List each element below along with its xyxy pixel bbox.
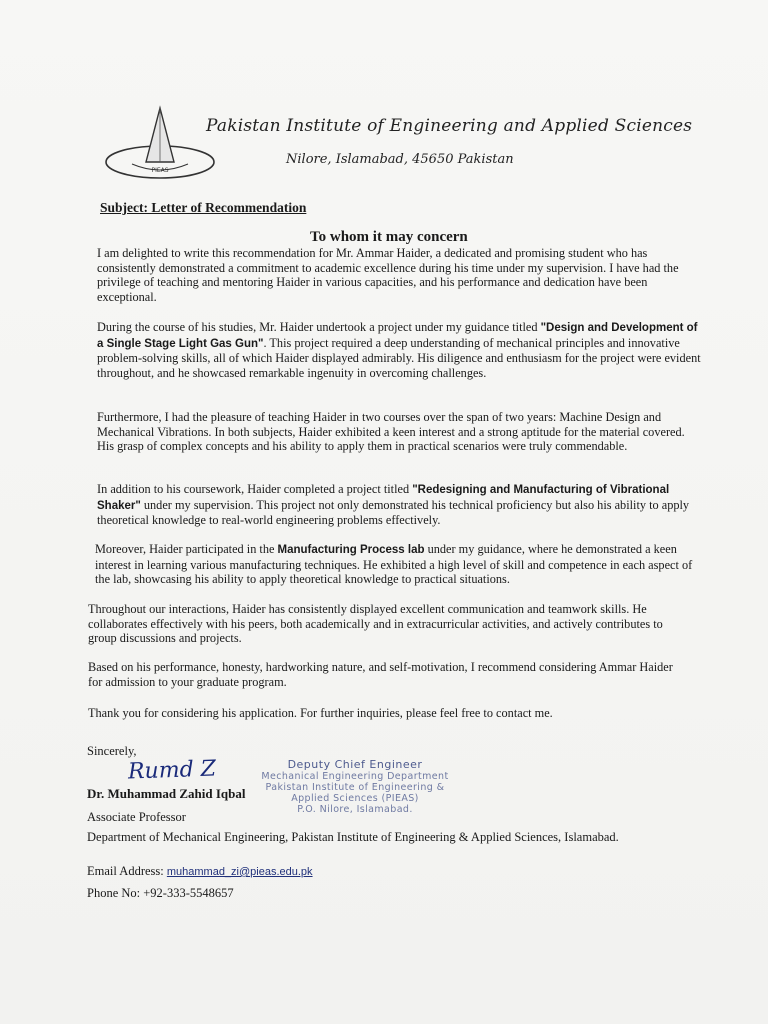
signatory-title: Associate Professor bbox=[87, 810, 186, 824]
project-title-light-gas-gun: "Design and Development of a Single Stage Light Gas Gun" bbox=[97, 322, 698, 350]
letterhead bbox=[100, 100, 693, 190]
stamp-line-4: Applied Sciences (PIEAS) bbox=[291, 793, 419, 804]
body-paragraph-5: Moreover, Haider participated in the Manufacturing Process lab under my guidance, where he demonstrated a keen interest in learning various manufacturing techniques. He exhibited a high level of skill and competence in each aspect of the lab, showcasing his ability to apply theoretical knowledge to practical situations. bbox=[95, 542, 693, 586]
institute-address: Nilore, Islamabad, 45650 Pakistan bbox=[286, 152, 514, 167]
lab-name: Manufacturing Process lab bbox=[277, 544, 425, 556]
phone-row bbox=[87, 886, 234, 901]
body-paragraph-1: I am delighted to write this recommendation for Mr. Ammar Haider, a dedicated and promising student who has consistently demonstrated a commitment to academic excellence during his time under my supervision. I have had the privilege of teaching and mentoring Haider in various capacities, and his performance and dedication have been exceptional. bbox=[97, 246, 679, 304]
stamp-line-5: P.O. Nilore, Islamabad. bbox=[297, 804, 413, 815]
signatory-name: Dr. Muhammad Zahid Iqbal bbox=[87, 786, 246, 801]
letter-subject: Subject: Letter of Recommendation bbox=[100, 200, 307, 215]
signatory-department: Department of Mechanical Engineering, Pakistan Institute of Engineering & Applied Sciences, Islamabad. bbox=[87, 830, 619, 844]
body-paragraph-2: During the course of his studies, Mr. Haider undertook a project under my guidance titled "Design and Development of a Single Stage Light Gas Gun". This project required a deep understanding of mechanical principles and innovative problem-solving skills, all of which Haider displayed admirably. His diligence and enthusiasm for the project were evident throughout, and he showcased remarkable ingenuity in overcoming challenges. bbox=[97, 320, 701, 380]
stamp-line-2: Mechanical Engineering Department bbox=[261, 771, 449, 782]
handwritten-signature: Rumd Z bbox=[127, 756, 217, 785]
body-paragraph-4: In addition to his coursework, Haider completed a project titled "Redesigning and Manufacturing of Vibrational Shaker" under my supervision. This project not only demonstrated his technical proficiency but also his ability to apply theoretical knowledge to real-world engineering problems effectively. bbox=[97, 482, 690, 527]
pieas-logo bbox=[100, 100, 220, 185]
body-paragraph-8: Thank you for considering his application. For further inquiries, please feel free to contact me. bbox=[88, 706, 553, 720]
stamp-line-3: Pakistan Institute of Engineering & bbox=[265, 782, 445, 793]
project-title-vibrational-shaker: "Redesigning and Manufacturing of Vibrational Shaker" bbox=[97, 484, 670, 512]
logo-text: PIEAS bbox=[151, 167, 169, 174]
body-paragraph-6: Throughout our interactions, Haider has consistently displayed excellent communication and teamwork skills. He collaborates effectively with his peers, both academically and in extracurricular activities, and actively contributes to group discussions and projects. bbox=[88, 602, 663, 645]
institute-name: Pakistan Institute of Engineering and Applied Sciences bbox=[206, 116, 693, 136]
email-label: Email Address: bbox=[87, 864, 164, 878]
phone-number: +92-333-5548657 bbox=[143, 886, 234, 900]
body-paragraph-3: Furthermore, I had the pleasure of teaching Haider in two courses over the span of two years: Machine Design and Mechanical Vibrations. In both subjects, Haider exhibited a keen interest and a strong aptitude for the material covered. His grasp of complex concepts and his ability to apply them in practical scenarios were truly commendable. bbox=[97, 410, 685, 453]
closing: Sincerely, bbox=[87, 744, 137, 758]
email-row bbox=[87, 864, 313, 879]
stamp-line-1: Deputy Chief Engineer bbox=[287, 758, 423, 771]
phone-label: Phone No: bbox=[87, 886, 141, 900]
body-paragraph-7: Based on his performance, honesty, hardworking nature, and self-motivation, I recommend considering Ammar Haider for admission to your graduate program. bbox=[88, 660, 673, 689]
email-link[interactable]: muhammad_zi@pieas.edu.pk bbox=[166, 866, 313, 878]
official-stamp bbox=[245, 758, 465, 815]
salutation: To whom it may concern bbox=[310, 229, 468, 245]
